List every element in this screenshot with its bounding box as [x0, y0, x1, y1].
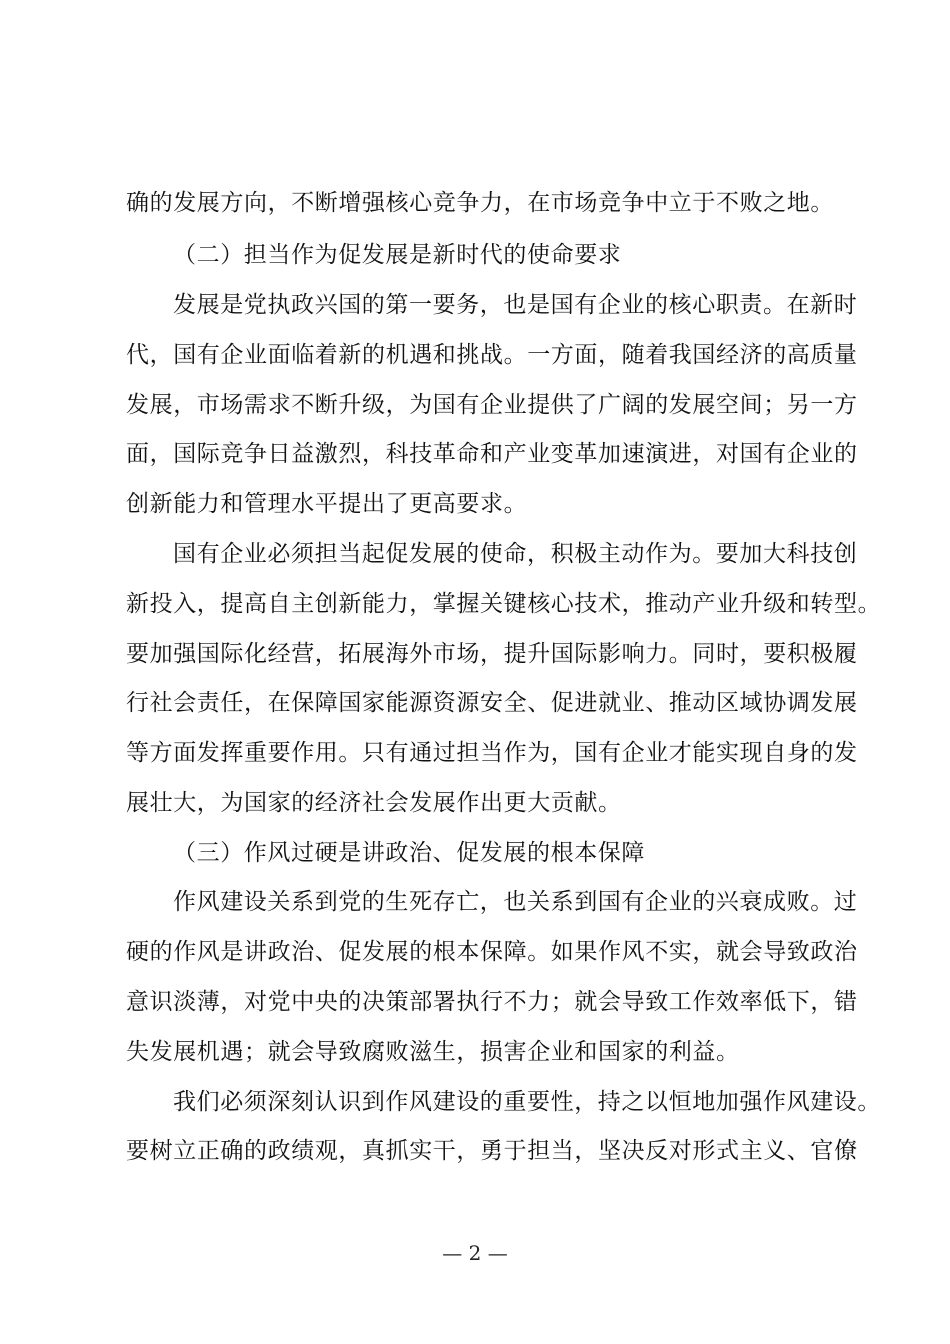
body-text-line: 创新能力和管理水平提出了更高要求。	[126, 491, 528, 517]
body-text-line: 失发展机遇；就会导致腐败滋生，损害企业和国家的利益。	[126, 1039, 740, 1065]
body-text-line: 确的发展方向，不断增强核心竞争力，在市场竞争中立于不败之地。	[126, 190, 834, 216]
body-text-line: 硬的作风是讲政治、促发展的根本保障。如果作风不实，就会导致政治	[126, 939, 858, 965]
section-heading: （二）担当作为促发展是新时代的使命要求	[173, 242, 622, 268]
body-text-line: 新投入，提高自主创新能力，掌握关键核心技术，推动产业升级和转型。	[126, 591, 882, 617]
body-text-line: 发展，市场需求不断升级，为国有企业提供了广阔的发展空间；另一方	[126, 392, 858, 418]
body-text-line: 发展是党执政兴国的第一要务，也是国有企业的核心职责。在新时	[173, 292, 858, 318]
section-heading: （三）作风过硬是讲政治、促发展的根本保障	[173, 840, 645, 866]
body-text-line: 展壮大，为国家的经济社会发展作出更大贡献。	[126, 790, 622, 816]
body-text-line: 等方面发挥重要作用。只有通过担当作为，国有企业才能实现自身的发	[126, 740, 858, 766]
body-text-line: 行社会责任，在保障国家能源资源安全、促进就业、推动区域协调发展	[126, 690, 858, 716]
page-number: — 2 —	[442, 1241, 508, 1265]
body-text-line: 作风建设关系到党的生死存亡，也关系到国有企业的兴衰成败。过	[173, 889, 858, 915]
body-text-line: 我们必须深刻认识到作风建设的重要性，持之以恒地加强作风建设。	[173, 1089, 881, 1115]
body-text-line: 意识淡薄，对党中央的决策部署执行不力；就会导致工作效率低下，错	[126, 989, 858, 1015]
body-text-line: 国有企业必须担当起促发展的使命，积极主动作为。要加大科技创	[173, 541, 858, 567]
body-text-line: 面，国际竞争日益激烈，科技革命和产业变革加速演进，对国有企业的	[126, 441, 858, 467]
body-text-line: 要加强国际化经营，拓展海外市场，提升国际影响力。同时，要积极履	[126, 641, 858, 667]
body-text-line: 要树立正确的政绩观，真抓实干，勇于担当，坚决反对形式主义、官僚	[126, 1138, 858, 1164]
body-text-line: 代，国有企业面临着新的机遇和挑战。一方面，随着我国经济的高质量	[126, 342, 858, 368]
